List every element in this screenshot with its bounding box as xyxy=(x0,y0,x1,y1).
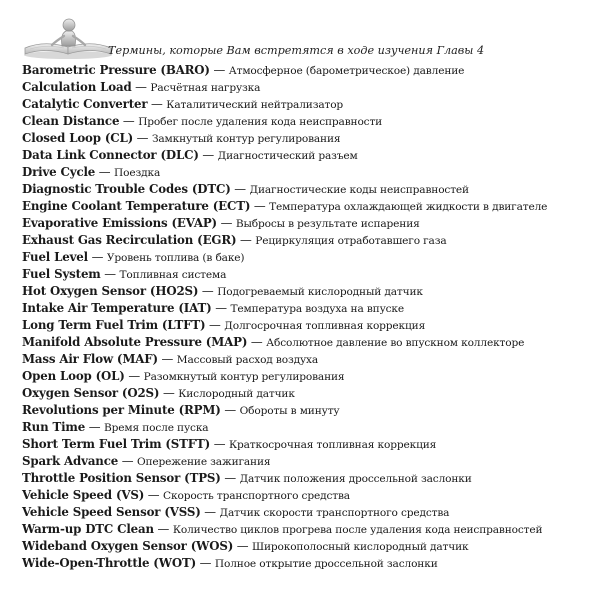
term-row xyxy=(22,266,592,283)
term-name: Hot Oxygen Sensor (HO2S) xyxy=(22,284,199,299)
term-definition: Атмосферное (барометрическое) давление xyxy=(228,65,465,77)
terms-list xyxy=(22,62,592,572)
term-separator: — xyxy=(118,454,137,469)
term-separator: — xyxy=(220,471,240,486)
chapter-header xyxy=(22,14,592,60)
term-row xyxy=(22,283,592,300)
term-definition: Кислородный датчик xyxy=(178,388,295,401)
term-separator: — xyxy=(87,250,107,265)
term-separator: — xyxy=(200,505,220,520)
term-separator: — xyxy=(247,335,267,350)
term-separator: — xyxy=(95,165,115,180)
term-name: Manifold Absolute Pressure (MAP) xyxy=(22,335,248,350)
term-row xyxy=(22,453,592,470)
term-separator: — xyxy=(205,318,225,333)
term-definition: Уровень топлива (в баке) xyxy=(106,252,245,265)
term-separator: — xyxy=(236,233,256,248)
term-separator: — xyxy=(100,267,120,282)
term-separator: — xyxy=(210,437,229,452)
term-name: Spark Advance xyxy=(22,454,119,469)
term-separator: — xyxy=(147,97,167,112)
term-definition: Диагностический разъем xyxy=(217,150,358,163)
term-row xyxy=(22,385,592,402)
term-name: Exhaust Gas Recirculation (EGR) xyxy=(22,233,237,248)
term-definition: Разомкнутый контур регулирования xyxy=(143,371,345,384)
header-caption: Термины, которые Вам встретятся в ходе изучения Главы 4 xyxy=(108,44,485,57)
term-row xyxy=(22,249,592,266)
term-row xyxy=(22,147,592,164)
term-name: Catalytic Converter xyxy=(22,97,148,112)
term-definition: Подогреваемый кислородный датчик xyxy=(217,286,423,299)
term-name: Clean Distance xyxy=(22,114,120,129)
term-separator: — xyxy=(159,386,179,401)
term-row xyxy=(22,521,592,538)
term-name: Closed Loop (CL) xyxy=(22,131,134,146)
term-row xyxy=(22,317,592,334)
term-separator: — xyxy=(131,80,151,95)
term-separator: — xyxy=(217,216,236,231)
term-definition: Температура охлаждающей жидкости в двигателе xyxy=(269,201,548,214)
term-row xyxy=(22,62,592,79)
term-definition: Массовый расход воздуха xyxy=(176,354,319,367)
term-name: Wide-Open-Throttle (WOT) xyxy=(22,556,197,571)
term-definition: Замкнутый контур регулирования xyxy=(151,133,341,146)
term-separator: — xyxy=(144,488,164,503)
term-definition: Время после пуска xyxy=(103,422,209,435)
term-definition: Каталитический нейтрализатор xyxy=(166,99,344,112)
term-name: Intake Air Temperature (IAT) xyxy=(22,301,212,316)
term-row xyxy=(22,436,592,453)
term-row xyxy=(22,470,592,487)
term-row xyxy=(22,232,592,249)
term-separator: — xyxy=(157,352,177,367)
term-row xyxy=(22,368,592,385)
term-row xyxy=(22,164,592,181)
term-name: Run Time xyxy=(22,420,86,435)
term-separator: — xyxy=(230,182,250,197)
term-definition: Долгосрочная топливная коррекция xyxy=(224,320,426,333)
term-separator: — xyxy=(198,148,218,163)
term-separator: — xyxy=(85,420,104,435)
term-row xyxy=(22,181,592,198)
term-definition: Широкополосный кислородный датчик xyxy=(252,541,469,554)
term-definition: Количество циклов прогрева после удаления кода неисправностей xyxy=(172,524,543,537)
term-row xyxy=(22,300,592,317)
term-row xyxy=(22,130,592,147)
term-name: Vehicle Speed (VS) xyxy=(22,488,145,503)
term-name: Short Term Fuel Trim (STFT) xyxy=(22,437,211,452)
term-name: Engine Coolant Temperature (ECT) xyxy=(22,199,251,214)
term-definition: Датчик положения дроссельной заслонки xyxy=(239,473,472,486)
term-definition: Полное открытие дроссельной заслонки xyxy=(214,558,438,571)
term-name: Calculation Load xyxy=(22,80,132,95)
term-row xyxy=(22,504,592,521)
term-separator: — xyxy=(124,369,144,384)
term-name: Warm-up DTC Clean xyxy=(22,522,154,537)
term-row xyxy=(22,487,592,504)
term-definition: Абсолютное давление во впускном коллекторе xyxy=(266,337,525,350)
term-separator: — xyxy=(196,556,215,571)
term-definition: Пробег после удаления кода неисправности xyxy=(138,116,383,129)
term-name: Vehicle Speed Sensor (VSS) xyxy=(22,505,201,520)
term-definition: Опережение зажигания xyxy=(136,456,271,469)
term-separator: — xyxy=(133,131,152,146)
term-name: Barometric Pressure (BARO) xyxy=(22,63,210,77)
term-name: Revolutions per Minute (RPM) xyxy=(22,403,221,418)
term-name: Oxygen Sensor (O2S) xyxy=(22,386,160,401)
term-row xyxy=(22,334,592,351)
open-book-reader-icon xyxy=(22,14,114,60)
term-definition: Датчик скорости транспортного средства xyxy=(219,507,450,520)
term-row xyxy=(22,113,592,130)
term-separator: — xyxy=(153,522,173,537)
term-separator: — xyxy=(198,284,218,299)
term-name: Long Term Fuel Trim (LTFT) xyxy=(22,318,206,333)
term-separator: — xyxy=(119,114,139,129)
term-name: Diagnostic Trouble Codes (DTC) xyxy=(22,182,231,197)
term-name: Throttle Position Sensor (TPS) xyxy=(22,471,221,486)
term-name: Fuel Level xyxy=(22,250,88,265)
term-row xyxy=(22,538,592,555)
term-definition: Обороты в минуту xyxy=(239,405,340,418)
term-name: Fuel System xyxy=(22,267,101,282)
term-name: Open Loop (OL) xyxy=(22,369,125,384)
term-definition: Краткосрочная топливная коррекция xyxy=(228,439,437,452)
term-row xyxy=(22,351,592,368)
term-definition: Диагностические коды неисправностей xyxy=(249,184,469,197)
term-name: Drive Cycle xyxy=(22,165,96,180)
term-name: Data Link Connector (DLC) xyxy=(22,148,199,163)
term-definition: Поездка xyxy=(114,167,161,180)
term-definition: Выбросы в результате испарения xyxy=(235,218,420,231)
term-definition: Топливная система xyxy=(119,269,227,282)
term-row xyxy=(22,215,592,232)
term-separator: — xyxy=(220,403,240,418)
term-definition: Рециркуляция отработавшего газа xyxy=(255,235,447,248)
term-separator: — xyxy=(233,539,253,554)
term-name: Evaporative Emissions (EVAP) xyxy=(22,216,217,231)
term-row xyxy=(22,96,592,113)
term-separator: — xyxy=(250,199,270,214)
term-definition: Расчётная нагрузка xyxy=(150,82,261,95)
term-row xyxy=(22,79,592,96)
term-name: Wideband Oxygen Sensor (WOS) xyxy=(22,539,234,554)
term-row xyxy=(22,419,592,436)
term-separator: — xyxy=(211,301,231,316)
term-row xyxy=(22,198,592,215)
term-definition: Скорость транспортного средства xyxy=(163,490,350,503)
term-name: Mass Air Flow (MAF) xyxy=(22,352,158,367)
term-row xyxy=(22,402,592,419)
term-definition: Температура воздуха на впуске xyxy=(230,303,405,316)
term-separator: — xyxy=(209,63,229,77)
term-row xyxy=(22,555,592,572)
